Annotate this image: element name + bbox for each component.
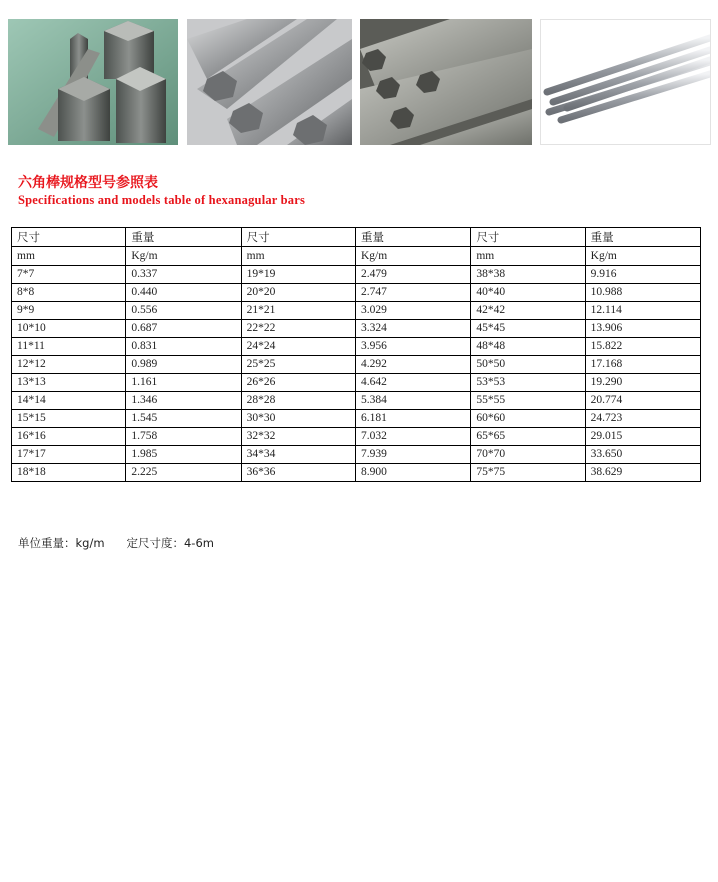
cell-weight-2: 3.956 (355, 338, 470, 356)
product-photo-strip (8, 19, 711, 145)
cell-size-3: 60*60 (471, 410, 585, 428)
cell-weight-3: 38.629 (585, 464, 700, 482)
footnote-unit-weight: 单位重量：kg/m (18, 536, 105, 550)
cell-size-1: 13*13 (12, 374, 126, 392)
cell-size-3: 65*65 (471, 428, 585, 446)
cell-weight-1: 1.985 (126, 446, 241, 464)
cell-size-1: 17*17 (12, 446, 126, 464)
cell-size-2: 21*21 (241, 302, 355, 320)
heading-english: Specifications and models table of hexanagular bars (18, 193, 306, 207)
cell-size-2: 34*34 (241, 446, 355, 464)
cell-weight-2: 4.642 (355, 374, 470, 392)
cell-weight-1: 0.556 (126, 302, 241, 320)
cell-weight-1: 0.989 (126, 356, 241, 374)
cell-size-3: 55*55 (471, 392, 585, 410)
cell-weight-3: 9.916 (585, 266, 700, 284)
cell-weight-3: 20.774 (585, 392, 700, 410)
cell-size-1: 8*8 (12, 284, 126, 302)
unit-size-2: mm (241, 247, 355, 266)
cell-weight-1: 1.346 (126, 392, 241, 410)
table-row (12, 356, 701, 374)
cell-weight-2: 6.181 (355, 410, 470, 428)
cell-size-1: 9*9 (12, 302, 126, 320)
unit-size-1: mm (12, 247, 126, 266)
cell-weight-1: 0.440 (126, 284, 241, 302)
table-row (12, 410, 701, 428)
cell-weight-3: 29.015 (585, 428, 700, 446)
footnote-fixed-length: 定尺寸度：4-6m (126, 536, 214, 550)
cell-size-1: 16*16 (12, 428, 126, 446)
table-row (12, 446, 701, 464)
cell-weight-2: 7.939 (355, 446, 470, 464)
cell-weight-2: 8.900 (355, 464, 470, 482)
cell-weight-3: 10.988 (585, 284, 700, 302)
heading-chinese: 六角棒规格型号参照表 (18, 175, 158, 191)
cell-size-1: 18*18 (12, 464, 126, 482)
cell-size-3: 53*53 (471, 374, 585, 392)
cell-weight-2: 4.292 (355, 356, 470, 374)
cell-size-2: 30*30 (241, 410, 355, 428)
table-row (12, 284, 701, 302)
table-header-row (12, 228, 701, 247)
cell-weight-3: 17.168 (585, 356, 700, 374)
cell-size-2: 36*36 (241, 464, 355, 482)
table-row (12, 266, 701, 284)
cell-size-2: 22*22 (241, 320, 355, 338)
cell-weight-3: 15.822 (585, 338, 700, 356)
cell-size-2: 19*19 (241, 266, 355, 284)
table-row (12, 320, 701, 338)
cell-size-1: 7*7 (12, 266, 126, 284)
hex-bar-spec-table (11, 227, 701, 482)
cell-weight-3: 33.650 (585, 446, 700, 464)
header-size-1: 尺寸 (12, 228, 126, 247)
cell-size-1: 11*11 (12, 338, 126, 356)
cell-size-3: 42*42 (471, 302, 585, 320)
cell-size-3: 38*38 (471, 266, 585, 284)
cell-size-3: 48*48 (471, 338, 585, 356)
cell-size-2: 20*20 (241, 284, 355, 302)
header-size-2: 尺寸 (241, 228, 355, 247)
cell-weight-3: 13.906 (585, 320, 700, 338)
cell-size-3: 50*50 (471, 356, 585, 374)
cell-size-1: 12*12 (12, 356, 126, 374)
cell-size-2: 24*24 (241, 338, 355, 356)
cell-weight-2: 3.029 (355, 302, 470, 320)
unit-weight-1: Kg/m (126, 247, 241, 266)
cell-size-3: 75*75 (471, 464, 585, 482)
table-row (12, 464, 701, 482)
cell-size-2: 26*26 (241, 374, 355, 392)
cell-size-1: 10*10 (12, 320, 126, 338)
cell-size-1: 15*15 (12, 410, 126, 428)
table-row (12, 338, 701, 356)
cell-weight-3: 12.114 (585, 302, 700, 320)
spec-table-body (12, 228, 701, 482)
cell-weight-3: 24.723 (585, 410, 700, 428)
cell-weight-1: 0.337 (126, 266, 241, 284)
table-row (12, 428, 701, 446)
cell-size-2: 32*32 (241, 428, 355, 446)
table-units-row (12, 247, 701, 266)
footnote (18, 535, 214, 551)
product-photo-hex-bars-diagonal (187, 19, 352, 145)
table-row (12, 392, 701, 410)
cell-size-2: 25*25 (241, 356, 355, 374)
product-photo-hex-bars-bundle (360, 19, 532, 145)
unit-size-3: mm (471, 247, 585, 266)
cell-size-1: 14*14 (12, 392, 126, 410)
product-photo-round-rods (540, 19, 711, 145)
cell-size-3: 70*70 (471, 446, 585, 464)
cell-weight-1: 0.687 (126, 320, 241, 338)
cell-weight-3: 19.290 (585, 374, 700, 392)
header-weight-1: 重量 (126, 228, 241, 247)
cell-weight-2: 5.384 (355, 392, 470, 410)
cell-weight-1: 1.545 (126, 410, 241, 428)
header-size-3: 尺寸 (471, 228, 585, 247)
cell-weight-2: 7.032 (355, 428, 470, 446)
unit-weight-3: Kg/m (585, 247, 700, 266)
cell-size-3: 40*40 (471, 284, 585, 302)
cell-weight-2: 2.479 (355, 266, 470, 284)
cell-weight-2: 2.747 (355, 284, 470, 302)
table-row (12, 374, 701, 392)
cell-weight-1: 2.225 (126, 464, 241, 482)
cell-weight-2: 3.324 (355, 320, 470, 338)
table-row (12, 302, 701, 320)
cell-weight-1: 1.161 (126, 374, 241, 392)
cell-size-2: 28*28 (241, 392, 355, 410)
cell-size-3: 45*45 (471, 320, 585, 338)
header-weight-3: 重量 (585, 228, 700, 247)
header-weight-2: 重量 (355, 228, 470, 247)
cell-weight-1: 0.831 (126, 338, 241, 356)
product-photo-hex-bars-short (8, 19, 178, 145)
unit-weight-2: Kg/m (355, 247, 470, 266)
cell-weight-1: 1.758 (126, 428, 241, 446)
